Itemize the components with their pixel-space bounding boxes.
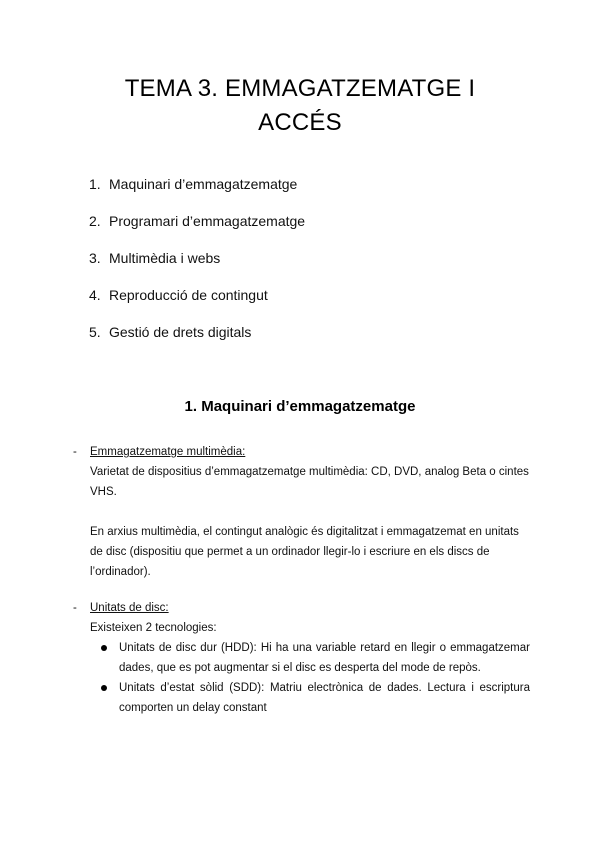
toc-label: Gestió de drets digitals: [109, 324, 252, 340]
toc-number: 1.: [89, 176, 101, 192]
bullet-item: [90, 678, 530, 718]
toc-item: [89, 283, 305, 320]
bullet-text: Unitats d’estat sòlid (SDD): Matriu electrònica de dades. Lectura i escriptura comporten un delay constant: [119, 682, 530, 714]
title-line-2: ACCÉS: [258, 109, 342, 136]
toc-label: Maquinari d’emmagatzematge: [109, 176, 298, 192]
toc-number: 4.: [89, 287, 101, 303]
item-paragraph: En arxius multimèdia, el contingut analògic és digitalitzat i emmagatzemat en unitats de disc (dispositiu que permet a un ordinador llegir-lo i escriure en els discs de l’ordinador).: [90, 526, 519, 578]
dash-marker: -: [73, 602, 77, 614]
item-title: Unitats de disc:: [90, 602, 169, 614]
item-intro: Existeixen 2 tecnologies:: [90, 622, 217, 634]
section-heading: 1. Maquinari d’emmagatzematge: [184, 398, 416, 415]
bullet-dot-icon: [101, 685, 107, 691]
item-disk-units: [73, 598, 530, 718]
bullet-item: [90, 638, 530, 678]
toc-number: 3.: [89, 250, 101, 266]
bullet-dot-icon: [101, 645, 107, 651]
dash-marker: -: [73, 446, 77, 458]
toc-number: 2.: [89, 213, 101, 229]
toc-item: [89, 320, 305, 357]
bullet-list: [90, 638, 530, 718]
toc-number: 5.: [89, 324, 101, 340]
page-title: [60, 72, 540, 140]
toc-item: [89, 209, 305, 246]
item-storage-multimedia: [73, 442, 530, 582]
toc-item: [89, 172, 305, 209]
toc-label: Reproducció de contingut: [109, 287, 268, 303]
toc-label: Programari d’emmagatzematge: [109, 213, 306, 229]
item-paragraph: Varietat de dispositius d’emmagatzematge multimèdia: CD, DVD, analog Beta o cintes VHS.: [90, 466, 529, 498]
toc-item: [89, 246, 305, 283]
bullet-text: Unitats de disc dur (HDD): Hi ha una variable retard en llegir o emmagatzemar dades, que es pot augmentar si el disc es desperta del mode de repòs.: [119, 642, 530, 674]
title-line-1: TEMA 3. EMMAGATZEMATGE I: [124, 75, 476, 102]
toc-label: Multimèdia i webs: [109, 250, 221, 266]
table-of-contents: [89, 172, 305, 357]
item-title: Emmagatzematge multimèdia:: [90, 446, 246, 458]
